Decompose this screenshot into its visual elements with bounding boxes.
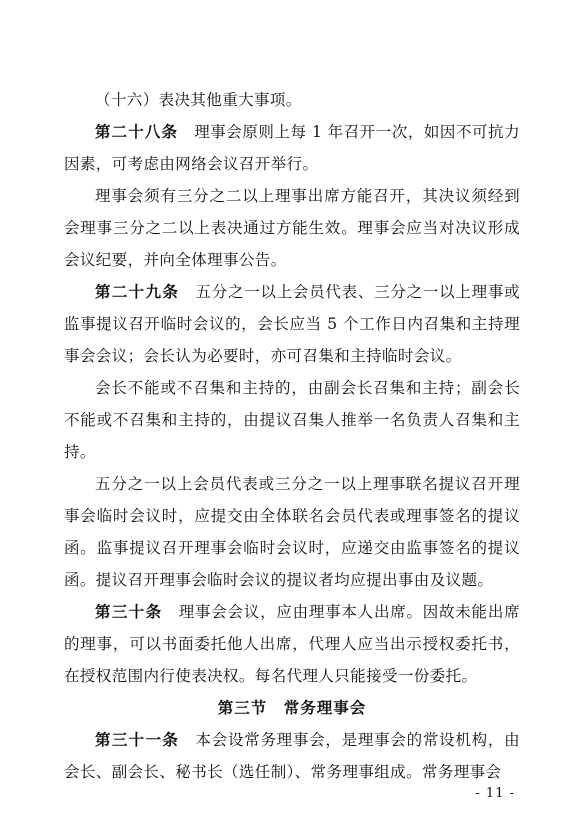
- paragraph-3: [64, 180, 520, 276]
- paragraph-text: 理事会须有三分之二以上理事出席方能召开，其决议须经到会理事三分之二以上表决通过方能生效。理事会应当对决议形成会议纪要，并向全体理事公告。: [64, 187, 520, 269]
- paragraph-text: 五分之一以上会员代表或三分之一以上理事联名提议召开理事会临时会议时，应提交由全体联名会员代表或理事签名的提议函。监事提议召开理事会临时会议时，应递交由监事签名的提议函。提议召开理事会临时会议的提议者均应提出事由及议题。: [64, 475, 520, 589]
- page-number: - 11 -: [475, 786, 515, 801]
- article-number: 第三十一条: [95, 731, 180, 749]
- article-number: 第二十九条: [95, 283, 180, 301]
- paragraph-5: [64, 372, 520, 468]
- article-number: 第二十八条: [95, 123, 179, 141]
- paragraph-text: 五分之一以上会员代表、三分之一以上理事或监事提议召开临时会议的，会长应当 5 个工作日内召集和主持理事会会议；会长认为必要时，亦可召集和主持临时会议。: [64, 283, 520, 365]
- paragraph-1: [64, 84, 520, 116]
- paragraph-text: 本会设常务理事会，是理事会的常设机构，由会长、副会长、秘书长（选任制）、常务理事组成。常务理事会: [64, 731, 520, 781]
- body-text: [64, 84, 520, 788]
- section-heading: 第三节 常务理事会: [217, 699, 367, 717]
- paragraph-article-28: [64, 116, 520, 180]
- paragraph-text: 会长不能或不召集和主持的，由副会长召集和主持；副会长不能或不召集和主持的，由提议召集人推举一名负责人召集和主持。: [64, 379, 520, 461]
- paragraph-text: 理事会原则上每 1 年召开一次，如因不可抗力因素，可考虑由网络会议召开举行。: [64, 123, 520, 173]
- paragraph-article-31: [64, 724, 520, 788]
- paragraph-text: （十六）表决其他重大事项。: [95, 91, 302, 109]
- article-number: 第三十条: [95, 603, 163, 621]
- paragraph-article-30: [64, 596, 520, 692]
- paragraph-article-29: [64, 276, 520, 372]
- paragraph-text: 理事会会议，应由理事本人出席。因故未能出席的理事，可以书面委托他人出席，代理人应当出示授权委托书，在授权范围内行使表决权。每名代理人只能接受一份委托。: [64, 603, 520, 685]
- paragraph-6: [64, 468, 520, 596]
